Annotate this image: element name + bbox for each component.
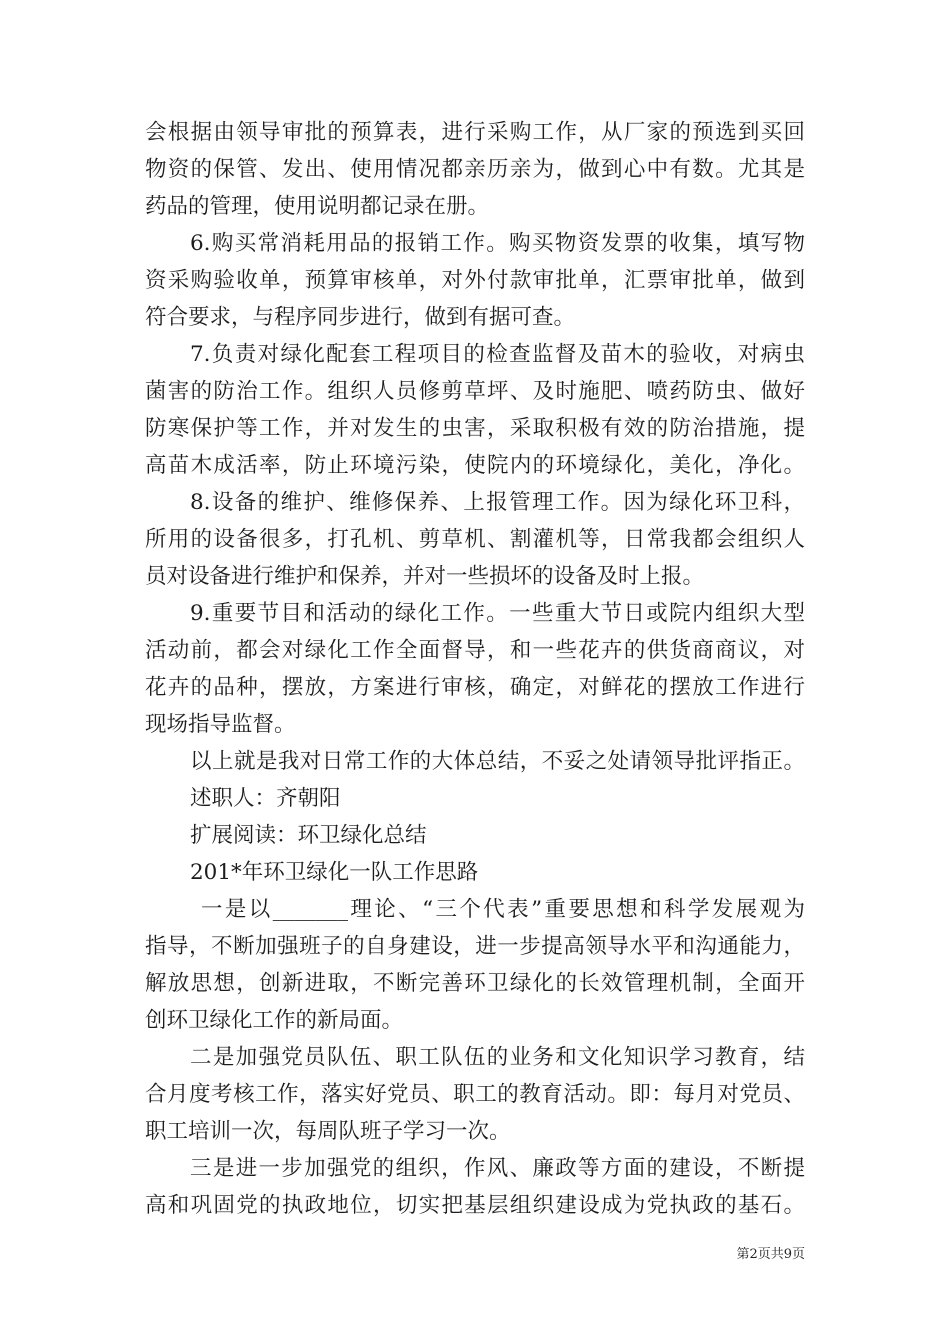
- text-line: 高和巩固党的执政地位，切实把基层组织建设成为党执政的基石。: [145, 1193, 805, 1218]
- text-line: 所用的设备很多，打孔机、剪草机、割灌机等，日常我都会组织人: [145, 527, 805, 552]
- text-line: 创环卫绿化工作的新局面。: [145, 1008, 404, 1033]
- text-line: 合月度考核工作，落实好党员、职工的教育活动。即：每月对党员、: [145, 1082, 805, 1107]
- section-title: 201*年环卫绿化一队工作思路: [190, 860, 479, 885]
- text-line: 活动前，都会对绿化工作全面督导，和一些花卉的供货商商议，对: [145, 638, 805, 663]
- text-line: 物资的保管、发出、使用情况都亲历亲为，做到心中有数。尤其是: [145, 157, 805, 182]
- text-line: 6.购买常消耗用品的报销工作。购买物资发票的收集，填写物: [190, 231, 805, 256]
- text-line: 菌害的防治工作。组织人员修剪草坪、及时施肥、喷药防虫、做好: [145, 379, 805, 404]
- text-line: 三是进一步加强党的组织，作风、廉政等方面的建设，不断提: [190, 1156, 805, 1181]
- text-line: 资采购验收单，预算审核单，对外付款审批单，汇票审批单，做到: [145, 268, 805, 293]
- text-line: 会根据由领导审批的预算表，进行采购工作，从厂家的预选到买回: [145, 120, 805, 145]
- extended-reading-title: 扩展阅读：环卫绿化总结: [190, 823, 427, 848]
- text-line: 二是加强党员队伍、职工队伍的业务和文化知识学习教育，结: [190, 1045, 805, 1070]
- page-number: 第2页共9页: [736, 1247, 805, 1262]
- text-line: 高苗木成活率，防止环境污染，使院内的环境绿化，美化，净化。: [145, 453, 805, 478]
- text-line: 一是以_______理论、“三个代表”重要思想和科学发展观为: [201, 897, 805, 922]
- text-line: 员对设备进行维护和保养，并对一些损坏的设备及时上报。: [145, 564, 705, 589]
- text-line: 9.重要节目和活动的绿化工作。一些重大节日或院内组织大型: [190, 601, 805, 626]
- text-line: 药品的管理，使用说明都记录在册。: [145, 194, 490, 219]
- text-line: 以上就是我对日常工作的大体总结，不妥之处请领导批评指正。: [190, 749, 805, 774]
- text-line: 防寒保护等工作，并对发生的虫害，采取积极有效的防治措施，提: [145, 416, 805, 441]
- text-line: 指导，不断加强班子的自身建设，进一步提高领导水平和沟通能力，: [145, 934, 805, 959]
- signature-line: 述职人：齐朝阳: [190, 786, 341, 811]
- text-line: 符合要求，与程序同步进行，做到有据可查。: [145, 305, 576, 330]
- text-line: 现场指导监督。: [145, 712, 296, 737]
- text-line: 解放思想，创新进取，不断完善环卫绿化的长效管理机制，全面开: [145, 971, 805, 996]
- document-body: [145, 114, 805, 1224]
- text-line: 花卉的品种，摆放，方案进行审核，确定，对鲜花的摆放工作进行: [145, 675, 805, 700]
- text-line: 7.负责对绿化配套工程项目的检查监督及苗木的验收，对病虫: [190, 342, 805, 367]
- text-line: 8.设备的维护、维修保养、上报管理工作。因为绿化环卫科，: [190, 490, 805, 515]
- text-line: 职工培训一次，每周队班子学习一次。: [145, 1119, 511, 1144]
